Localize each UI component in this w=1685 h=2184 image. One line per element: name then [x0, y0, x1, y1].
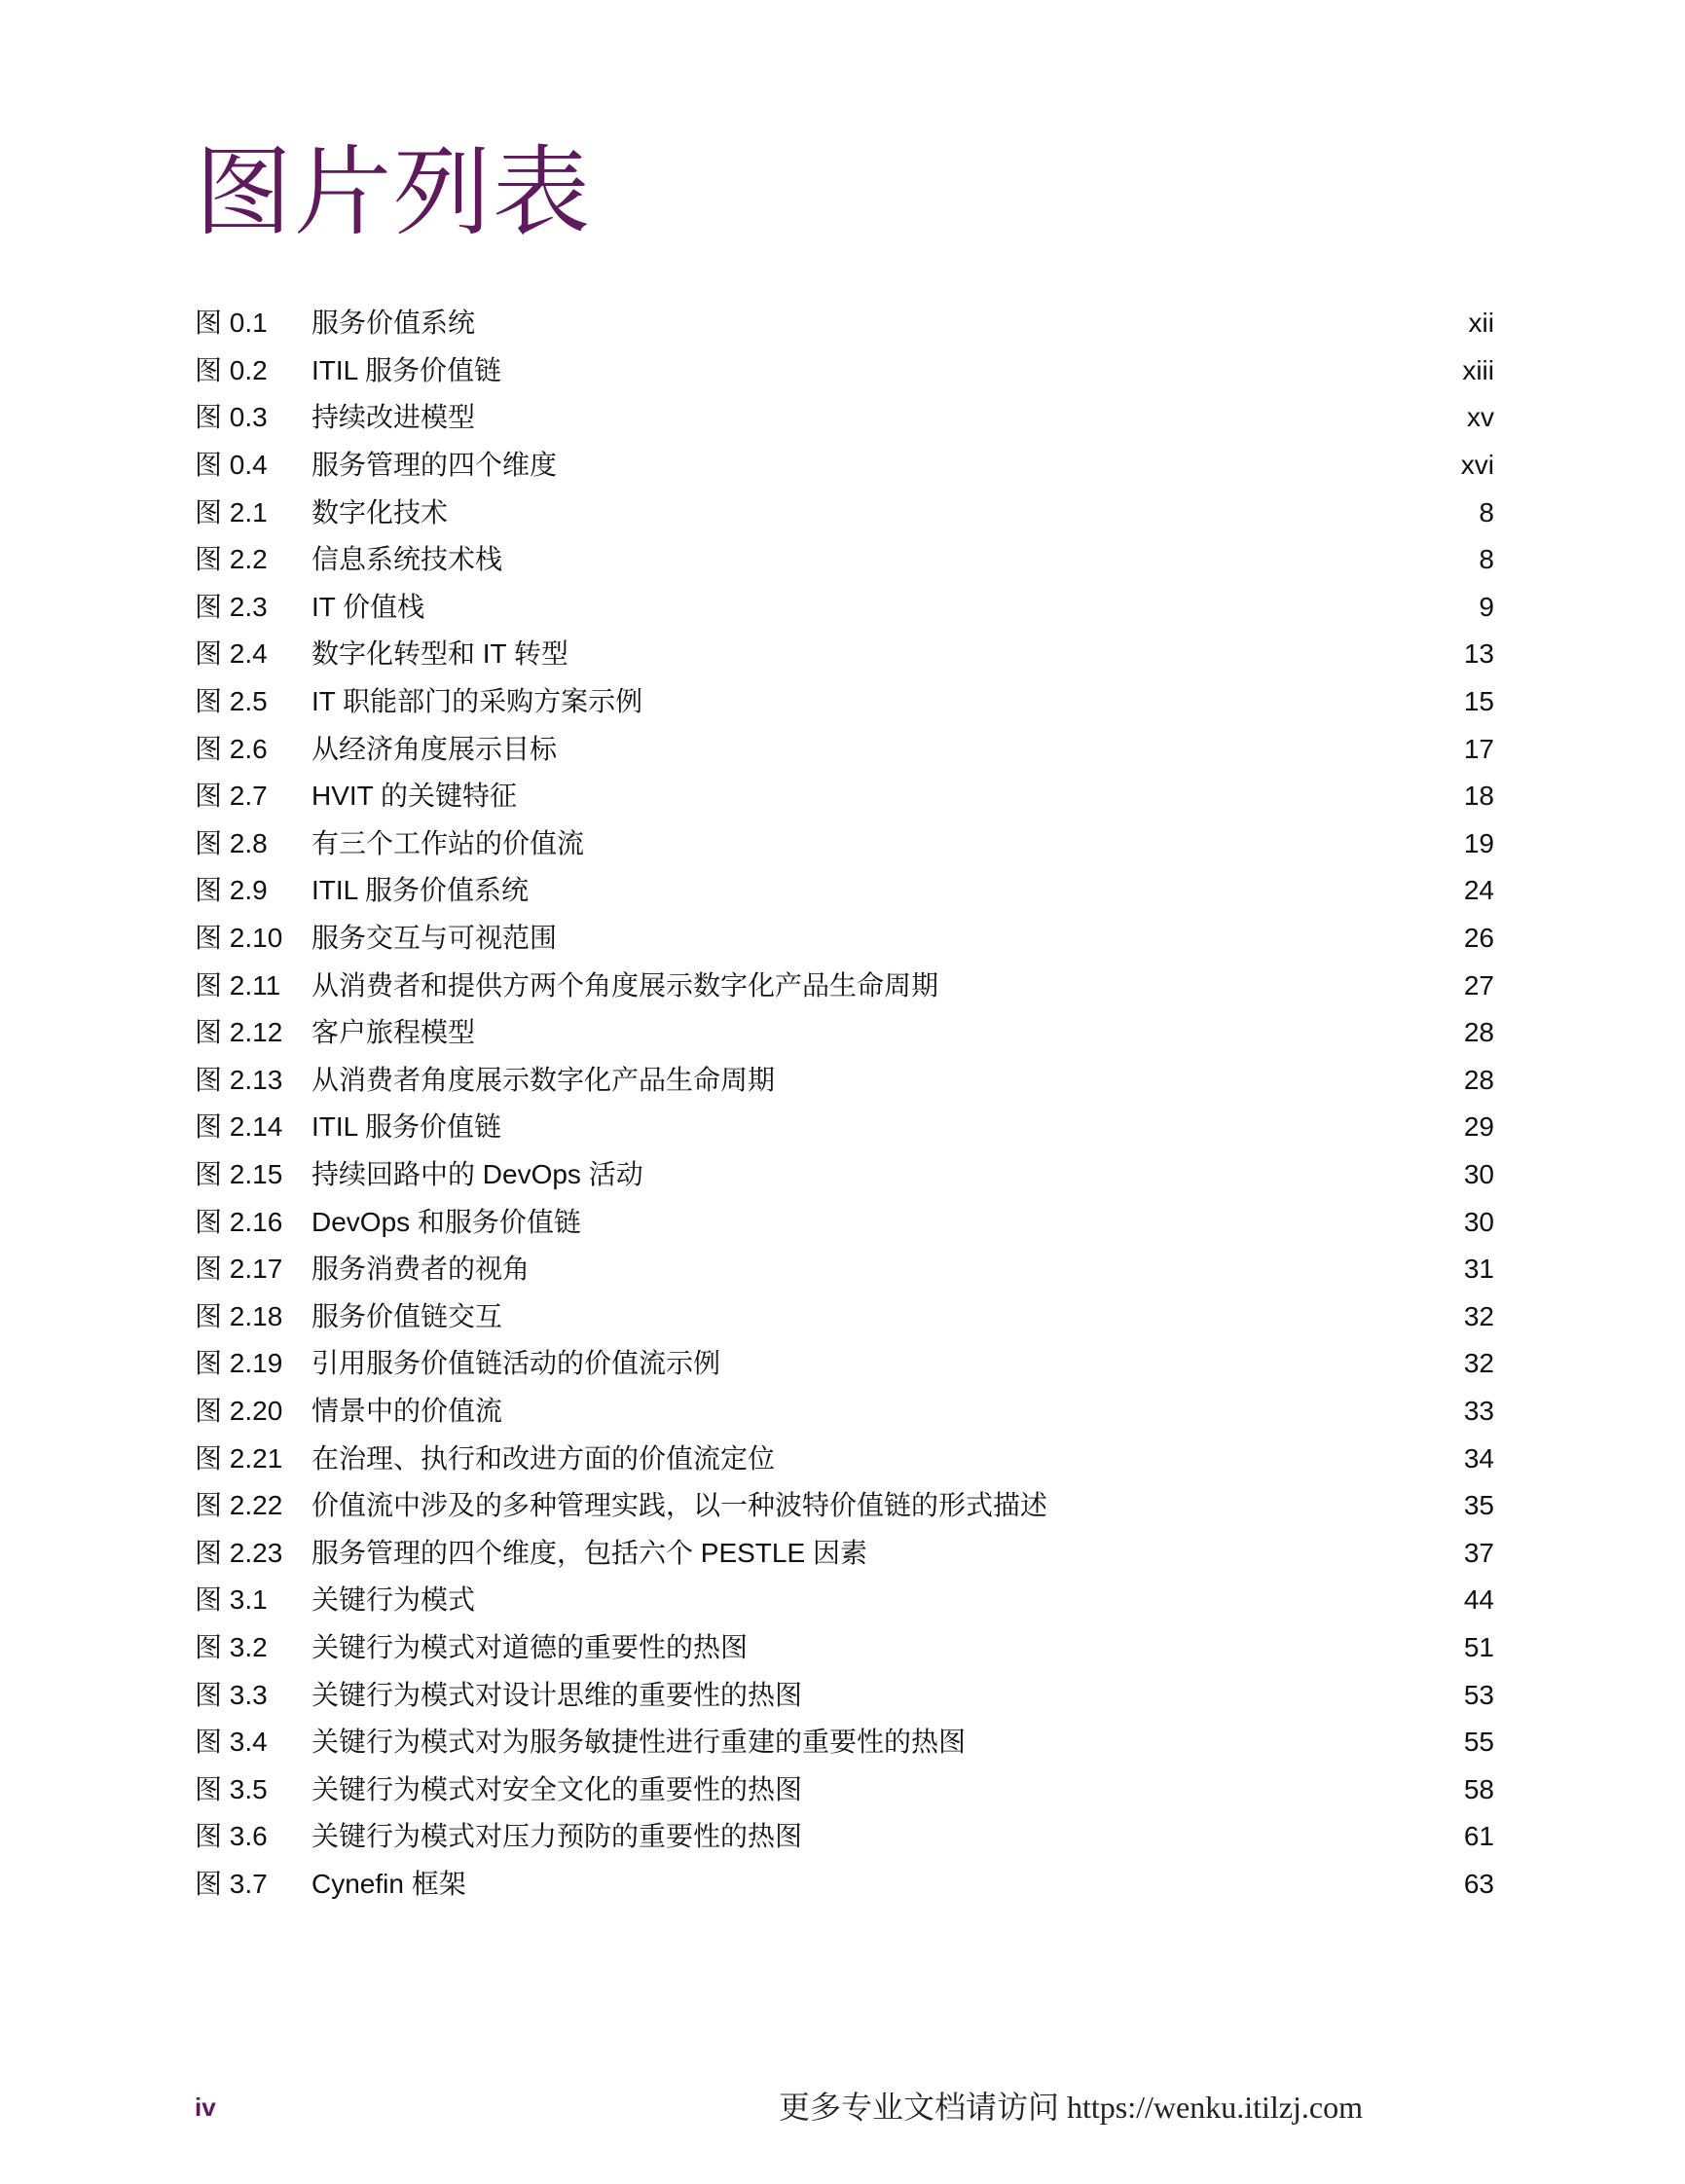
- figure-number: 图 2.6: [195, 733, 268, 764]
- figure-entry[interactable]: [195, 915, 1494, 963]
- figure-number: 图 3.3: [195, 1679, 268, 1710]
- figure-page-number: 8: [1479, 544, 1494, 575]
- figure-entry[interactable]: [195, 1624, 1494, 1672]
- figure-page-number: 30: [1463, 1206, 1494, 1237]
- figure-entry[interactable]: [195, 536, 1494, 584]
- figure-number: 图 2.1: [195, 496, 268, 528]
- watermark-text: 更多专业文档请访问 https://wenku.itilzj.com: [779, 2090, 1363, 2125]
- figure-page-number: 61: [1463, 1821, 1494, 1852]
- figure-entry[interactable]: [195, 584, 1494, 632]
- figure-number: 图 3.4: [195, 1727, 268, 1758]
- figure-title: 关键行为模式对道德的重要性的热图: [311, 1631, 749, 1662]
- figure-entry[interactable]: [195, 631, 1494, 678]
- figure-entry[interactable]: [195, 1104, 1494, 1151]
- figure-title: 信息系统技术栈: [311, 544, 503, 575]
- figure-number: 图 0.3: [195, 402, 268, 433]
- figure-title: 关键行为模式对为服务敏捷性进行重建的重要性的热图: [311, 1727, 967, 1758]
- figure-page-number: 44: [1463, 1584, 1494, 1616]
- figure-number: 图 2.17: [195, 1254, 283, 1285]
- figure-page-number: 63: [1463, 1868, 1494, 1899]
- figure-entry[interactable]: [195, 678, 1494, 726]
- figure-entry[interactable]: [195, 1482, 1494, 1530]
- figure-title: ITIL 服务价值链: [311, 354, 501, 385]
- figure-entry[interactable]: [195, 1388, 1494, 1436]
- figure-title: IT 职能部门的采购方案示例: [311, 686, 643, 717]
- list-of-figures: [195, 300, 1494, 1908]
- figure-number: 图 2.16: [195, 1206, 283, 1237]
- figure-page-number: 58: [1463, 1773, 1494, 1804]
- figure-entry[interactable]: [195, 1765, 1494, 1813]
- figure-number: 图 2.7: [195, 781, 268, 812]
- figure-entry[interactable]: [195, 489, 1494, 536]
- figure-page-number: 9: [1479, 591, 1494, 622]
- figure-page-number: 13: [1463, 638, 1494, 670]
- figure-title: 服务管理的四个维度，包括六个 PESTLE 因素: [311, 1537, 867, 1568]
- figure-title: Cynefin 框架: [311, 1868, 466, 1899]
- figure-entry[interactable]: [195, 442, 1494, 490]
- figure-entry[interactable]: [195, 1151, 1494, 1199]
- figure-page-number: 55: [1463, 1727, 1494, 1758]
- figure-title: ITIL 服务价值系统: [311, 875, 529, 906]
- figure-title: 关键行为模式对设计思维的重要性的热图: [311, 1679, 803, 1710]
- figure-page-number: 37: [1463, 1537, 1494, 1568]
- figure-title: 关键行为模式对压力预防的重要性的热图: [311, 1821, 803, 1852]
- figure-entry[interactable]: [195, 1198, 1494, 1246]
- figure-number: 图 3.5: [195, 1773, 268, 1804]
- figure-entry[interactable]: [195, 1057, 1494, 1105]
- figure-number: 图 0.2: [195, 354, 268, 385]
- figure-entry[interactable]: [195, 1246, 1494, 1293]
- figure-number: 图 3.7: [195, 1868, 268, 1899]
- figure-entry[interactable]: [195, 1529, 1494, 1577]
- figure-entry[interactable]: [195, 773, 1494, 820]
- figure-number: 图 3.2: [195, 1631, 268, 1662]
- figure-title: 关键行为模式: [311, 1584, 476, 1616]
- figure-page-number: 30: [1463, 1158, 1494, 1189]
- figure-number: 图 0.1: [195, 308, 268, 339]
- figure-entry[interactable]: [195, 820, 1494, 868]
- figure-number: 图 2.11: [195, 969, 281, 1001]
- figure-number: 图 2.21: [195, 1442, 283, 1474]
- figure-entry[interactable]: [195, 962, 1494, 1009]
- figure-number: 图 2.22: [195, 1490, 283, 1521]
- figure-number: 图 2.4: [195, 638, 268, 670]
- figure-title: 关键行为模式对安全文化的重要性的热图: [311, 1773, 803, 1804]
- figure-number: 图 2.3: [195, 591, 268, 622]
- figure-title: 在治理、执行和改进方面的价值流定位: [311, 1442, 776, 1474]
- figure-entry[interactable]: [195, 1671, 1494, 1719]
- figure-page-number: xiii: [1462, 354, 1494, 385]
- figure-title: ITIL 服务价值链: [311, 1111, 501, 1143]
- figure-number: 图 3.6: [195, 1821, 268, 1852]
- figure-page-number: 31: [1463, 1254, 1494, 1285]
- figure-page-number: 8: [1479, 496, 1494, 528]
- figure-title: 服务价值链交互: [311, 1300, 503, 1331]
- figure-number: 图 2.9: [195, 875, 268, 906]
- figure-number: 图 2.14: [195, 1111, 283, 1143]
- figure-entry[interactable]: [195, 394, 1494, 442]
- figure-page-number: 34: [1463, 1442, 1494, 1474]
- figure-title: 从消费者角度展示数字化产品生命周期: [311, 1064, 776, 1095]
- figure-page-number: 24: [1463, 875, 1494, 906]
- figure-title: 服务交互与可视范围: [311, 923, 558, 954]
- page-number: iv: [195, 2093, 216, 2122]
- figure-entry[interactable]: [195, 1577, 1494, 1624]
- figure-entry[interactable]: [195, 1719, 1494, 1766]
- figure-entry[interactable]: [195, 347, 1494, 395]
- figure-entry[interactable]: [195, 1340, 1494, 1388]
- figure-title: 引用服务价值链活动的价值流示例: [311, 1348, 721, 1379]
- figure-title: 数字化技术: [311, 496, 449, 528]
- figure-entry[interactable]: [195, 1009, 1494, 1057]
- figure-title: IT 价值栈: [311, 591, 425, 622]
- figure-page-number: 26: [1463, 923, 1494, 954]
- figure-number: 图 2.18: [195, 1300, 283, 1331]
- figure-page-number: 32: [1463, 1300, 1494, 1331]
- figure-title: 从经济角度展示目标: [311, 733, 558, 764]
- figure-page-number: 27: [1463, 969, 1494, 1001]
- figure-number: 图 2.12: [195, 1017, 283, 1048]
- figure-page-number: 19: [1463, 827, 1494, 858]
- figure-entry[interactable]: [195, 1861, 1494, 1909]
- figure-number: 图 2.10: [195, 923, 283, 954]
- page-title: 图片列表: [195, 138, 592, 247]
- figure-title: 服务价值系统: [311, 308, 476, 339]
- figure-page-number: 29: [1463, 1111, 1494, 1143]
- figure-title: HVIT 的关键特征: [311, 781, 518, 812]
- figure-number: 图 2.13: [195, 1064, 283, 1095]
- figure-page-number: 28: [1463, 1017, 1494, 1048]
- figure-title: 从消费者和提供方两个角度展示数字化产品生命周期: [311, 969, 939, 1001]
- figure-number: 图 2.5: [195, 686, 268, 717]
- figure-page-number: 33: [1463, 1395, 1494, 1426]
- figure-page-number: 51: [1463, 1631, 1494, 1662]
- figure-entry[interactable]: [195, 867, 1494, 915]
- figure-title: 持续改进模型: [311, 402, 476, 433]
- figure-number: 图 2.2: [195, 544, 268, 575]
- figure-page-number: xii: [1468, 308, 1494, 339]
- figure-entry[interactable]: [195, 300, 1494, 347]
- figure-number: 图 3.1: [195, 1584, 268, 1616]
- figure-title: 服务管理的四个维度: [311, 450, 558, 481]
- figure-number: 图 2.23: [195, 1537, 283, 1568]
- figure-number: 图 0.4: [195, 450, 268, 481]
- figure-title: 客户旅程模型: [311, 1017, 476, 1048]
- figure-number: 图 2.19: [195, 1348, 283, 1379]
- figure-number: 图 2.8: [195, 827, 268, 858]
- figure-title: DevOps 和服务价值链: [311, 1206, 581, 1237]
- figure-entry[interactable]: [195, 725, 1494, 773]
- figure-page-number: 18: [1463, 781, 1494, 812]
- figure-page-number: 53: [1463, 1679, 1494, 1710]
- figure-page-number: xvi: [1460, 450, 1494, 481]
- figure-page-number: xv: [1467, 402, 1494, 433]
- figure-title: 价值流中涉及的多种管理实践，以一种波特价值链的形式描述: [311, 1490, 1048, 1521]
- figure-title: 持续回路中的 DevOps 活动: [311, 1158, 643, 1189]
- figure-entry[interactable]: [195, 1813, 1494, 1861]
- figure-title: 服务消费者的视角: [311, 1254, 531, 1285]
- figure-page-number: 15: [1463, 686, 1494, 717]
- figure-page-number: 17: [1463, 733, 1494, 764]
- figure-title: 数字化转型和 IT 转型: [311, 638, 568, 670]
- figure-title: 情景中的价值流: [311, 1395, 503, 1426]
- figure-page-number: 32: [1463, 1348, 1494, 1379]
- figure-entry[interactable]: [195, 1292, 1494, 1340]
- figure-title: 有三个工作站的价值流: [311, 827, 585, 858]
- figure-number: 图 2.20: [195, 1395, 283, 1426]
- figure-page-number: 35: [1463, 1490, 1494, 1521]
- figure-page-number: 28: [1463, 1064, 1494, 1095]
- figure-entry[interactable]: [195, 1435, 1494, 1482]
- figure-number: 图 2.15: [195, 1158, 283, 1189]
